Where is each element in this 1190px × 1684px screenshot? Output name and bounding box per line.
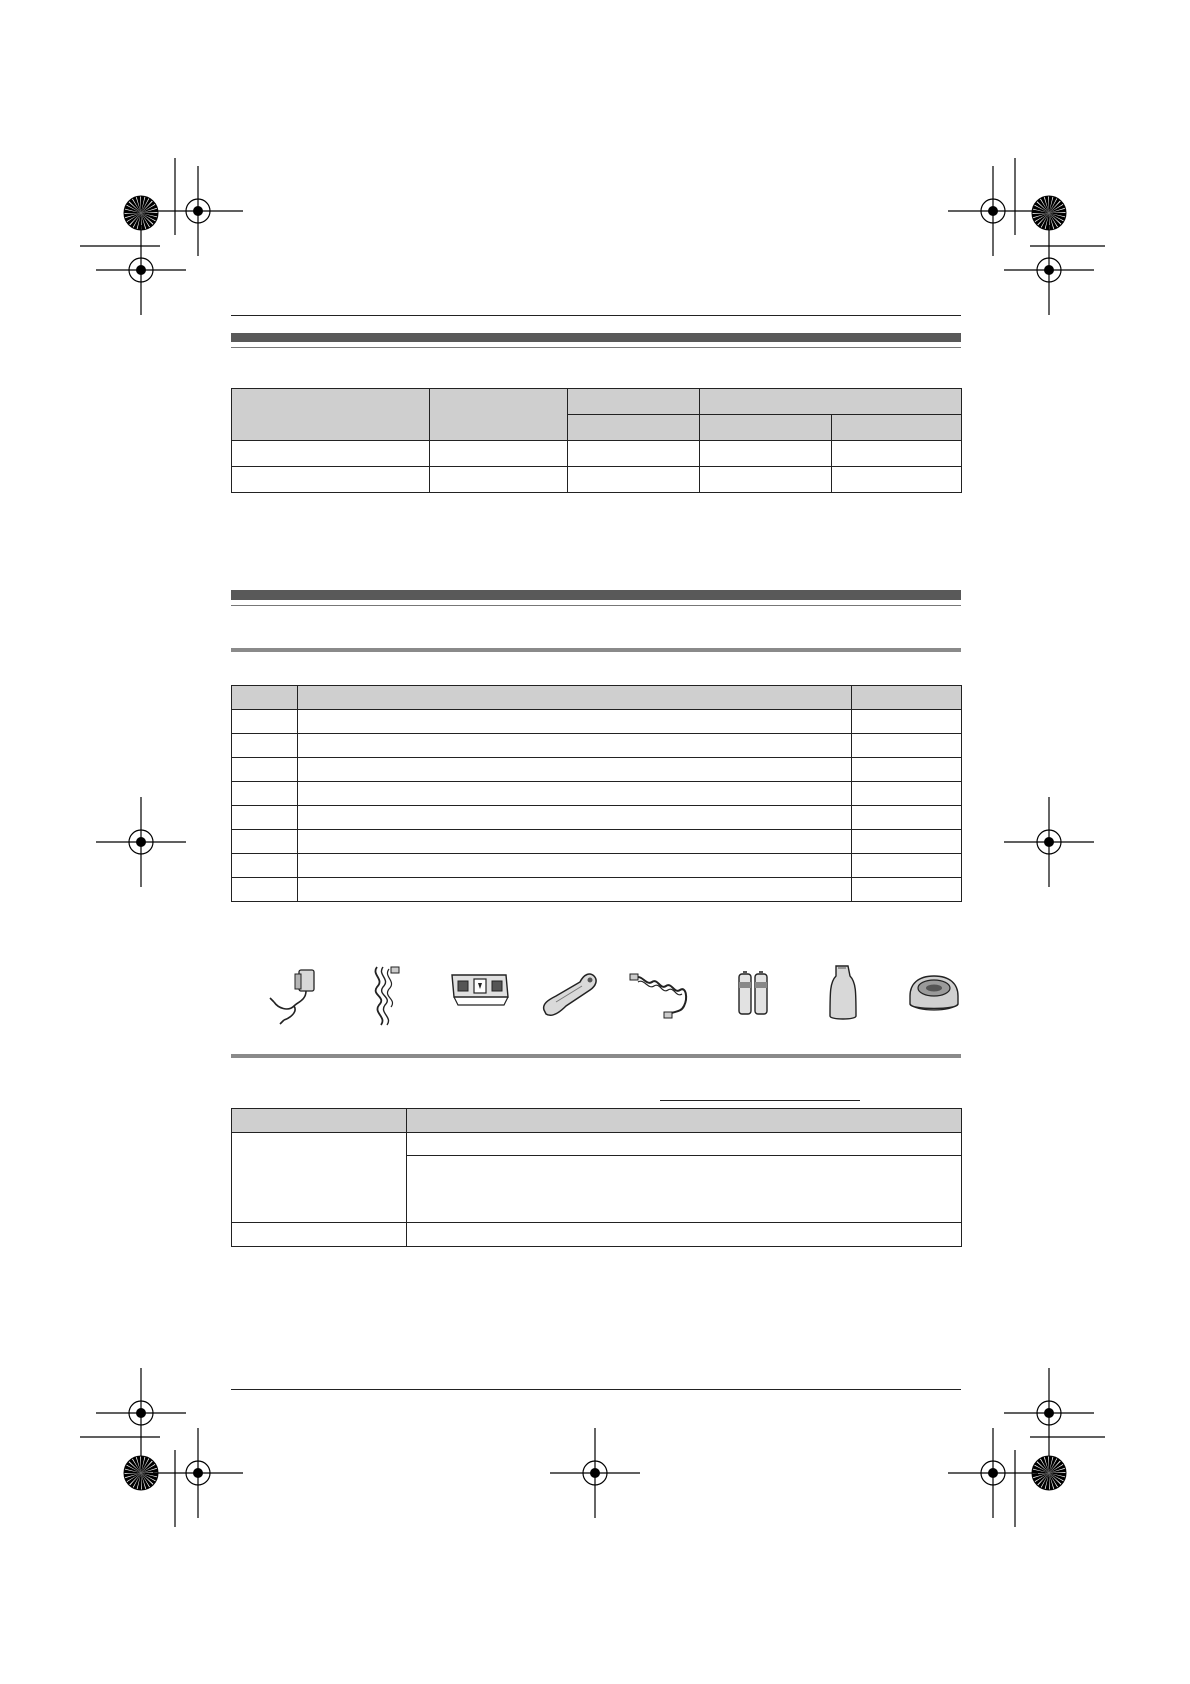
additional-table-header-cell	[232, 1109, 407, 1133]
belt-clip-cover-icon	[826, 962, 860, 1022]
table-cell	[407, 1223, 962, 1247]
table-row	[232, 710, 962, 734]
table-row	[232, 782, 962, 806]
table-cell	[232, 758, 298, 782]
table-row	[232, 854, 962, 878]
page-header-rule	[231, 315, 961, 316]
table-cell	[568, 467, 700, 493]
page-footer-rule	[231, 1389, 961, 1390]
handset-icon	[538, 968, 600, 1020]
table-cell	[298, 758, 852, 782]
table-cell	[298, 782, 852, 806]
table-row	[232, 878, 962, 902]
table-cell	[852, 878, 962, 902]
table-cell	[852, 782, 962, 806]
table-cell	[232, 734, 298, 758]
table-row	[232, 1223, 962, 1247]
table-cell	[852, 734, 962, 758]
model-table-header-cell	[232, 389, 430, 441]
ac-adaptor-icon	[268, 966, 324, 1026]
table-cell	[407, 1156, 962, 1223]
table-row	[232, 467, 962, 493]
table-cell	[568, 441, 700, 467]
table-cell	[298, 854, 852, 878]
reference-underline	[660, 1100, 860, 1101]
charger-icon	[906, 968, 962, 1018]
table-cell	[232, 467, 430, 493]
table-cell	[700, 467, 832, 493]
table-cell	[832, 441, 962, 467]
section-header-bar	[231, 333, 961, 342]
model-table-subheader-cell	[568, 415, 700, 441]
table-cell	[232, 1223, 407, 1247]
table-cell	[430, 467, 568, 493]
model-table	[231, 388, 962, 493]
rechargeable-batteries-icon	[736, 970, 770, 1018]
table-cell	[232, 878, 298, 902]
additional-table-header-cell	[407, 1109, 962, 1133]
wall-mounting-adaptor-icon	[448, 967, 512, 1009]
table-cell	[852, 830, 962, 854]
model-table-header-cell	[700, 389, 962, 415]
table-cell	[232, 806, 298, 830]
table-cell	[832, 467, 962, 493]
table-row	[232, 830, 962, 854]
table-cell	[852, 806, 962, 830]
table-cell	[298, 830, 852, 854]
subsection-rule	[231, 1054, 961, 1058]
model-table-header-cell	[430, 389, 568, 441]
table-cell	[407, 1133, 962, 1156]
model-table-subheader-cell	[832, 415, 962, 441]
table-row	[232, 806, 962, 830]
table-cell	[852, 758, 962, 782]
subsection-rule	[231, 648, 961, 652]
table-cell	[232, 854, 298, 878]
table-cell	[298, 734, 852, 758]
table-row	[232, 441, 962, 467]
section-header-underline	[231, 605, 961, 606]
handset-cord-icon	[628, 968, 694, 1020]
accessory-table-header-cell	[232, 686, 298, 710]
table-row	[232, 734, 962, 758]
model-table-header-cell	[568, 389, 700, 415]
accessory-table-header-cell	[298, 686, 852, 710]
table-cell	[232, 1133, 407, 1223]
table-cell	[298, 806, 852, 830]
table-row	[232, 758, 962, 782]
table-cell	[700, 441, 832, 467]
table-cell	[852, 854, 962, 878]
telephone-line-cord-icon	[365, 961, 405, 1029]
model-table-subheader-cell	[700, 415, 832, 441]
table-cell	[852, 710, 962, 734]
section-header-bar	[231, 590, 961, 600]
section-header-underline	[231, 347, 961, 348]
table-row	[232, 1133, 962, 1156]
table-cell	[232, 441, 430, 467]
table-cell	[232, 710, 298, 734]
table-cell	[232, 830, 298, 854]
additional-table	[231, 1108, 962, 1247]
table-cell	[232, 782, 298, 806]
accessory-table-header-cell	[852, 686, 962, 710]
table-cell	[298, 878, 852, 902]
accessory-table	[231, 685, 962, 902]
table-cell	[430, 441, 568, 467]
table-cell	[298, 710, 852, 734]
